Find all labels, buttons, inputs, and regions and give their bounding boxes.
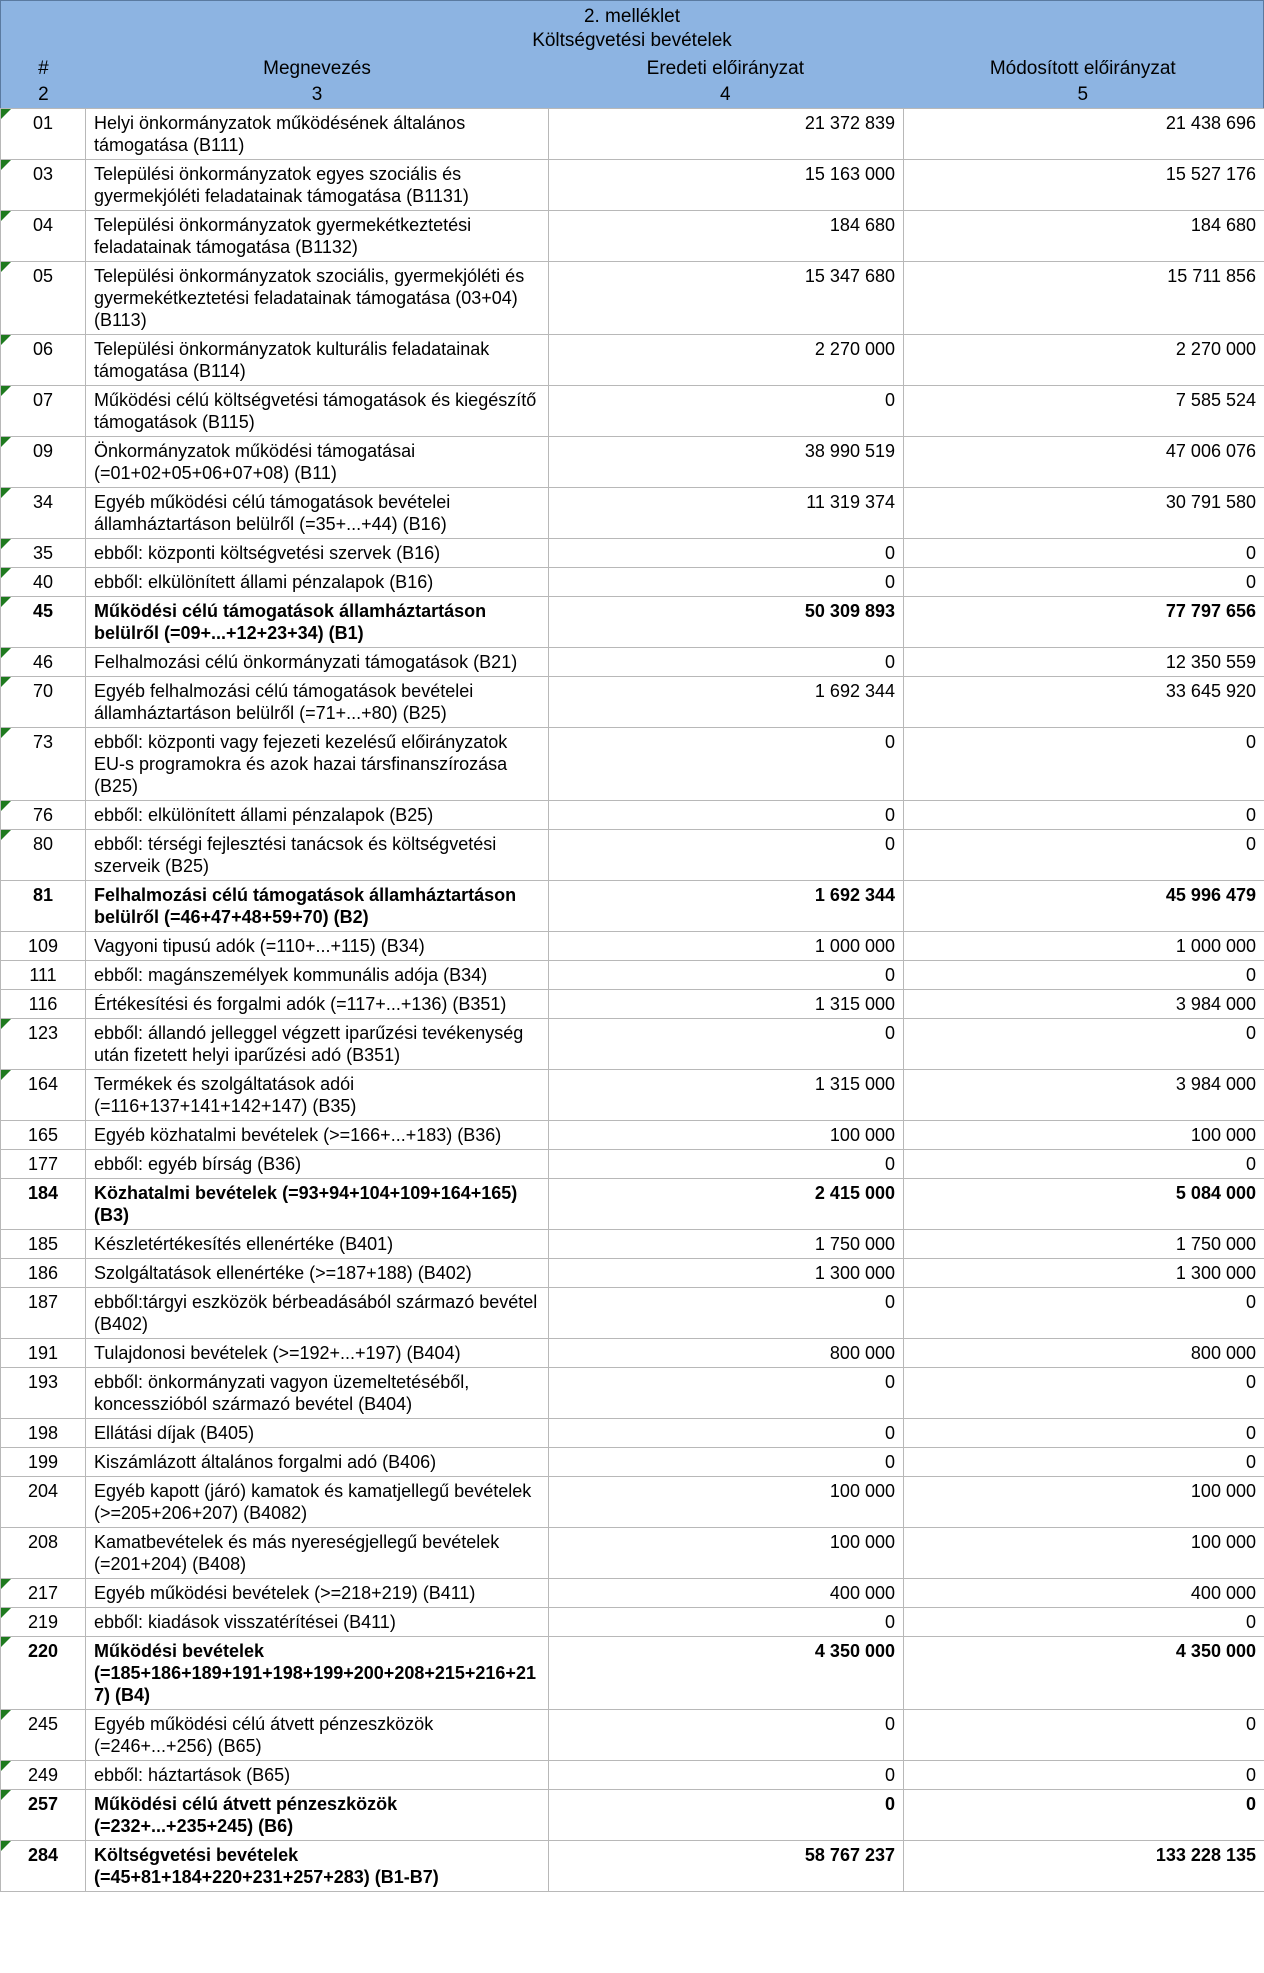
original-value-cell[interactable]: 1 692 344 [549, 881, 904, 932]
name-cell[interactable]: ebből:tárgyi eszközök bérbeadásából származó bevétel (B402) [86, 1288, 549, 1339]
comment-marker-icon [1, 801, 11, 811]
original-value-cell[interactable]: 0 [549, 830, 904, 881]
name-cell[interactable]: Értékesítési és forgalmi adók (=117+...+136) (B351) [86, 990, 549, 1019]
name-cell[interactable]: ebből: magánszemélyek kommunális adója (B34) [86, 961, 549, 990]
modified-value-cell[interactable]: 47 006 076 [904, 437, 1264, 488]
table-row [1, 386, 1264, 437]
name-cell[interactable]: Termékek és szolgáltatások adói (=116+137+141+142+147) (B35) [86, 1070, 549, 1121]
modified-value-cell[interactable]: 184 680 [904, 211, 1264, 262]
modified-value-cell[interactable]: 30 791 580 [904, 488, 1264, 539]
modified-value-cell[interactable]: 0 [904, 1150, 1264, 1179]
original-value-cell[interactable]: 38 990 519 [549, 437, 904, 488]
modified-value-cell[interactable]: 2 270 000 [904, 335, 1264, 386]
name-cell[interactable]: Települési önkormányzatok szociális, gyermekjóléti és gyermekétkeztetési feladatainak támogatása (03+04) (B113) [86, 262, 549, 335]
modified-value-cell[interactable]: 800 000 [904, 1339, 1264, 1368]
name-cell[interactable]: ebből: egyéb bírság (B36) [86, 1150, 549, 1179]
table-row [1, 728, 1264, 801]
comment-marker-icon [1, 539, 11, 549]
modified-value-cell[interactable]: 45 996 479 [904, 881, 1264, 932]
original-value-cell[interactable]: 100 000 [549, 1121, 904, 1150]
modified-value-cell[interactable]: 0 [904, 1019, 1264, 1070]
name-cell[interactable]: Kiszámlázott általános forgalmi adó (B406) [86, 1448, 549, 1477]
original-value-cell[interactable]: 4 350 000 [549, 1637, 904, 1710]
original-value-cell[interactable]: 0 [549, 801, 904, 830]
modified-value-cell[interactable]: 1 000 000 [904, 932, 1264, 961]
table-row [1, 568, 1264, 597]
original-value-cell[interactable]: 1 750 000 [549, 1230, 904, 1259]
original-value-cell[interactable]: 0 [549, 1710, 904, 1761]
modified-value-cell[interactable]: 4 350 000 [904, 1637, 1264, 1710]
row-number-cell[interactable]: 177 [1, 1150, 86, 1179]
row-number-cell[interactable]: 245 [1, 1710, 86, 1761]
row-number-cell[interactable]: 191 [1, 1339, 86, 1368]
name-cell[interactable]: Egyéb felhalmozási célú támogatások bevételei államháztartáson belülről (=71+...+80) (B25) [86, 677, 549, 728]
modified-value-cell[interactable]: 0 [904, 801, 1264, 830]
table-row [1, 1608, 1264, 1637]
name-cell[interactable]: Tulajdonosi bevételek (>=192+...+197) (B404) [86, 1339, 549, 1368]
table-row [1, 1841, 1264, 1892]
modified-value-cell[interactable]: 7 585 524 [904, 386, 1264, 437]
modified-value-cell[interactable]: 100 000 [904, 1121, 1264, 1150]
row-number-cell[interactable]: 164 [1, 1070, 86, 1121]
row-number-cell[interactable]: 219 [1, 1608, 86, 1637]
modified-value-cell[interactable]: 0 [904, 728, 1264, 801]
name-cell[interactable]: Költségvetési bevételek (=45+81+184+220+231+257+283) (B1-B7) [86, 1841, 549, 1892]
table-row [1, 1448, 1264, 1477]
comment-marker-icon [1, 437, 11, 447]
modified-value-cell[interactable]: 3 984 000 [904, 990, 1264, 1019]
column-index-row [1, 83, 1263, 108]
name-cell[interactable]: Kamatbevételek és más nyereségjellegű bevételek (=201+204) (B408) [86, 1528, 549, 1579]
row-number-cell[interactable]: 116 [1, 990, 86, 1019]
original-value-cell[interactable]: 0 [549, 961, 904, 990]
row-number-cell[interactable]: 193 [1, 1368, 86, 1419]
row-number-cell[interactable]: 185 [1, 1230, 86, 1259]
row-number-cell[interactable]: 284 [1, 1841, 86, 1892]
original-value-cell[interactable]: 0 [549, 539, 904, 568]
modified-value-cell[interactable]: 12 350 559 [904, 648, 1264, 677]
original-value-cell[interactable]: 58 767 237 [549, 1841, 904, 1892]
name-cell[interactable]: Működési célú átvett pénzeszközök (=232+...+235+245) (B6) [86, 1790, 549, 1841]
comment-marker-icon [1, 109, 11, 119]
table-row [1, 262, 1264, 335]
row-number-cell[interactable]: 03 [1, 160, 86, 211]
modified-value-cell[interactable]: 33 645 920 [904, 677, 1264, 728]
comment-marker-icon [1, 1019, 11, 1029]
row-number-cell[interactable]: 204 [1, 1477, 86, 1528]
modified-value-cell[interactable]: 0 [904, 1448, 1264, 1477]
row-number-cell[interactable]: 249 [1, 1761, 86, 1790]
modified-value-cell[interactable]: 0 [904, 830, 1264, 881]
comment-marker-icon [1, 1608, 11, 1618]
col-header-name[interactable]: Megnevezés [263, 58, 371, 79]
name-cell[interactable]: Egyéb működési bevételek (>=218+219) (B411) [86, 1579, 549, 1608]
name-cell[interactable]: Ellátási díjak (B405) [86, 1419, 549, 1448]
original-value-cell[interactable]: 0 [549, 1419, 904, 1448]
row-number-cell[interactable]: 76 [1, 801, 86, 830]
original-value-cell[interactable]: 1 315 000 [549, 990, 904, 1019]
col-header-num[interactable]: # [38, 58, 49, 79]
modified-value-cell[interactable]: 0 [904, 1790, 1264, 1841]
table-row [1, 1150, 1264, 1179]
modified-value-cell[interactable]: 0 [904, 1419, 1264, 1448]
table-row [1, 1637, 1264, 1710]
modified-value-cell[interactable]: 15 711 856 [904, 262, 1264, 335]
comment-marker-icon [1, 1761, 11, 1771]
row-number-cell[interactable]: 46 [1, 648, 86, 677]
name-cell[interactable]: Közhatalmi bevételek (=93+94+104+109+164+165) (B3) [86, 1179, 549, 1230]
name-cell[interactable]: Szolgáltatások ellenértéke (>=187+188) (B402) [86, 1259, 549, 1288]
comment-marker-icon [1, 1070, 11, 1080]
table-row [1, 437, 1264, 488]
modified-value-cell[interactable]: 0 [904, 1761, 1264, 1790]
original-value-cell[interactable]: 15 347 680 [549, 262, 904, 335]
comment-marker-icon [1, 1790, 11, 1800]
original-value-cell[interactable]: 2 270 000 [549, 335, 904, 386]
annex-title[interactable]: 2. melléklet [583, 6, 681, 27]
row-number-cell[interactable]: 123 [1, 1019, 86, 1070]
modified-value-cell[interactable]: 0 [904, 1288, 1264, 1339]
column-headers-row [1, 55, 1263, 83]
comment-marker-icon [1, 160, 11, 170]
name-cell[interactable]: Készletértékesítés ellenértéke (B401) [86, 1230, 549, 1259]
name-cell[interactable]: Önkormányzatok működési támogatásai (=01+02+05+06+07+08) (B11) [86, 437, 549, 488]
original-value-cell[interactable]: 0 [549, 1448, 904, 1477]
table-row [1, 1019, 1264, 1070]
row-number-cell[interactable]: 220 [1, 1637, 86, 1710]
comment-marker-icon [1, 830, 11, 840]
table-title[interactable]: Költségvetési bevételek [532, 30, 732, 51]
table-row [1, 990, 1264, 1019]
table-row [1, 1259, 1264, 1288]
col-index-name[interactable]: 3 [311, 84, 323, 105]
row-number-cell[interactable]: 257 [1, 1790, 86, 1841]
row-number-cell[interactable]: 198 [1, 1419, 86, 1448]
modified-value-cell[interactable]: 0 [904, 539, 1264, 568]
name-cell[interactable]: ebből: állandó jelleggel végzett iparűzési tevékenység után fizetett helyi iparűzési adó (B351) [86, 1019, 549, 1070]
original-value-cell[interactable]: 0 [549, 568, 904, 597]
table-row [1, 1477, 1264, 1528]
modified-value-cell[interactable]: 0 [904, 1710, 1264, 1761]
col-index-original[interactable]: 4 [720, 84, 731, 105]
original-value-cell[interactable]: 1 300 000 [549, 1259, 904, 1288]
row-number-cell[interactable]: 45 [1, 597, 86, 648]
row-number-cell[interactable]: 73 [1, 728, 86, 801]
col-header-original[interactable]: Eredeti előirányzat [646, 58, 805, 79]
name-cell[interactable]: Működési célú költségvetési támogatások és kiegészítő támogatások (B115) [86, 386, 549, 437]
comment-marker-icon [1, 488, 11, 498]
original-value-cell[interactable]: 0 [549, 1761, 904, 1790]
comment-marker-icon [1, 568, 11, 578]
name-cell[interactable]: Települési önkormányzatok egyes szociális és gyermekjóléti feladatainak támogatása (B1131) [86, 160, 549, 211]
name-cell[interactable]: ebből: térségi fejlesztési tanácsok és költségvetési szerveik (B25) [86, 830, 549, 881]
table-row [1, 1528, 1264, 1579]
table-header [0, 0, 1264, 108]
modified-value-cell[interactable]: 0 [904, 1608, 1264, 1637]
row-number-cell[interactable]: 208 [1, 1528, 86, 1579]
table-row [1, 830, 1264, 881]
name-cell[interactable]: Egyéb működési célú átvett pénzeszközök (=246+...+256) (B65) [86, 1710, 549, 1761]
original-value-cell[interactable]: 400 000 [549, 1579, 904, 1608]
name-cell[interactable]: Egyéb működési célú támogatások bevételei államháztartáson belülről (=35+...+44) (B16) [86, 488, 549, 539]
row-number-cell[interactable]: 111 [1, 961, 86, 990]
table-row [1, 648, 1264, 677]
name-cell[interactable]: ebből: háztartások (B65) [86, 1761, 549, 1790]
name-cell[interactable]: ebből: elkülönített állami pénzalapok (B16) [86, 568, 549, 597]
col-header-modified[interactable]: Módosított előirányzat [989, 58, 1176, 79]
table-row [1, 109, 1264, 160]
modified-value-cell[interactable]: 0 [904, 1368, 1264, 1419]
modified-value-cell[interactable]: 21 438 696 [904, 109, 1264, 160]
table-row [1, 1288, 1264, 1339]
row-number-cell[interactable]: 04 [1, 211, 86, 262]
table-row [1, 881, 1264, 932]
comment-marker-icon [1, 1710, 11, 1720]
original-value-cell[interactable]: 2 415 000 [549, 1179, 904, 1230]
comment-marker-icon [1, 1637, 11, 1647]
table-row [1, 539, 1264, 568]
original-value-cell[interactable]: 11 319 374 [549, 488, 904, 539]
modified-value-cell[interactable]: 0 [904, 568, 1264, 597]
original-value-cell[interactable]: 15 163 000 [549, 160, 904, 211]
original-value-cell[interactable]: 0 [549, 1790, 904, 1841]
row-number-cell[interactable]: 35 [1, 539, 86, 568]
col-index-num[interactable]: 2 [38, 84, 49, 105]
original-value-cell[interactable]: 1 315 000 [549, 1070, 904, 1121]
table-row [1, 801, 1264, 830]
row-number-cell[interactable]: 186 [1, 1259, 86, 1288]
comment-marker-icon [1, 386, 11, 396]
table-row [1, 1070, 1264, 1121]
table-row [1, 1710, 1264, 1761]
modified-value-cell[interactable]: 1 750 000 [904, 1230, 1264, 1259]
table-row [1, 1230, 1264, 1259]
original-value-cell[interactable]: 800 000 [549, 1339, 904, 1368]
table-row [1, 1761, 1264, 1790]
budget-table [0, 108, 1264, 1892]
row-number-cell[interactable]: 40 [1, 568, 86, 597]
table-row [1, 1790, 1264, 1841]
original-value-cell[interactable]: 1 692 344 [549, 677, 904, 728]
name-cell[interactable]: Vagyoni tipusú adók (=110+...+115) (B34) [86, 932, 549, 961]
row-number-cell[interactable]: 187 [1, 1288, 86, 1339]
row-number-cell[interactable]: 70 [1, 677, 86, 728]
name-cell[interactable]: Felhalmozási célú támogatások államháztartáson belülről (=46+47+48+59+70) (B2) [86, 881, 549, 932]
table-row [1, 1121, 1264, 1150]
row-number-cell[interactable]: 06 [1, 335, 86, 386]
table-row [1, 488, 1264, 539]
modified-value-cell[interactable]: 100 000 [904, 1528, 1264, 1579]
row-number-cell[interactable]: 81 [1, 881, 86, 932]
comment-marker-icon [1, 211, 11, 221]
original-value-cell[interactable]: 100 000 [549, 1477, 904, 1528]
modified-value-cell[interactable]: 5 084 000 [904, 1179, 1264, 1230]
row-number-cell[interactable]: 217 [1, 1579, 86, 1608]
original-value-cell[interactable]: 0 [549, 1608, 904, 1637]
comment-marker-icon [1, 335, 11, 345]
name-cell[interactable]: Felhalmozási célú önkormányzati támogatások (B21) [86, 648, 549, 677]
name-cell[interactable]: Települési önkormányzatok kulturális feladatainak támogatása (B114) [86, 335, 549, 386]
comment-marker-icon [1, 677, 11, 687]
table-body [1, 109, 1264, 1892]
name-cell[interactable]: ebből: elkülönített állami pénzalapok (B25) [86, 801, 549, 830]
table-row [1, 211, 1264, 262]
table-row [1, 932, 1264, 961]
row-number-cell[interactable]: 165 [1, 1121, 86, 1150]
row-number-cell[interactable]: 34 [1, 488, 86, 539]
col-index-modified[interactable]: 5 [1077, 84, 1089, 105]
table-row [1, 1339, 1264, 1368]
original-value-cell[interactable]: 0 [549, 728, 904, 801]
modified-value-cell[interactable]: 400 000 [904, 1579, 1264, 1608]
original-value-cell[interactable]: 21 372 839 [549, 109, 904, 160]
comment-marker-icon [1, 648, 11, 658]
original-value-cell[interactable]: 50 309 893 [549, 597, 904, 648]
name-cell[interactable]: Működési célú támogatások államháztartáson belülről (=09+...+12+23+34) (B1) [86, 597, 549, 648]
name-cell[interactable]: ebből: központi költségvetési szervek (B16) [86, 539, 549, 568]
table-row [1, 160, 1264, 211]
comment-marker-icon [1, 1841, 11, 1851]
modified-value-cell[interactable]: 15 527 176 [904, 160, 1264, 211]
row-number-cell[interactable]: 199 [1, 1448, 86, 1477]
name-cell[interactable]: ebből: kiadások visszatérítései (B411) [86, 1608, 549, 1637]
original-value-cell[interactable]: 0 [549, 1288, 904, 1339]
row-number-cell[interactable]: 07 [1, 386, 86, 437]
modified-value-cell[interactable]: 1 300 000 [904, 1259, 1264, 1288]
name-cell[interactable]: Települési önkormányzatok gyermekétkeztetési feladatainak támogatása (B1132) [86, 211, 549, 262]
name-cell[interactable]: Egyéb kapott (járó) kamatok és kamatjellegű bevételek (>=205+206+207) (B4082) [86, 1477, 549, 1528]
row-number-cell[interactable]: 184 [1, 1179, 86, 1230]
row-number-cell[interactable]: 109 [1, 932, 86, 961]
name-cell[interactable]: Működési bevételek (=185+186+189+191+198+199+200+208+215+216+217) (B4) [86, 1637, 549, 1710]
original-value-cell[interactable]: 0 [549, 1368, 904, 1419]
row-number-cell[interactable]: 01 [1, 109, 86, 160]
original-value-cell[interactable]: 100 000 [549, 1528, 904, 1579]
modified-value-cell[interactable]: 100 000 [904, 1477, 1264, 1528]
name-cell[interactable]: Helyi önkormányzatok működésének általános támogatása (B111) [86, 109, 549, 160]
original-value-cell[interactable]: 0 [549, 1019, 904, 1070]
table-row [1, 1179, 1264, 1230]
modified-value-cell[interactable]: 133 228 135 [904, 1841, 1264, 1892]
original-value-cell[interactable]: 0 [549, 386, 904, 437]
table-row [1, 961, 1264, 990]
comment-marker-icon [1, 262, 11, 272]
original-value-cell[interactable]: 184 680 [549, 211, 904, 262]
table-row [1, 1368, 1264, 1419]
original-value-cell[interactable]: 0 [549, 1150, 904, 1179]
name-cell[interactable]: ebből: önkormányzati vagyon üzemeltetéséből, koncesszióból származó bevétel (B404) [86, 1368, 549, 1419]
table-row [1, 677, 1264, 728]
modified-value-cell[interactable]: 77 797 656 [904, 597, 1264, 648]
comment-marker-icon [1, 728, 11, 738]
original-value-cell[interactable]: 0 [549, 648, 904, 677]
original-value-cell[interactable]: 1 000 000 [549, 932, 904, 961]
table-row [1, 1579, 1264, 1608]
comment-marker-icon [1, 597, 11, 607]
row-number-cell[interactable]: 05 [1, 262, 86, 335]
table-row [1, 1419, 1264, 1448]
modified-value-cell[interactable]: 3 984 000 [904, 1070, 1264, 1121]
comment-marker-icon [1, 1579, 11, 1589]
row-number-cell[interactable]: 80 [1, 830, 86, 881]
name-cell[interactable]: Egyéb közhatalmi bevételek (>=166+...+183) (B36) [86, 1121, 549, 1150]
table-row [1, 597, 1264, 648]
modified-value-cell[interactable]: 0 [904, 961, 1264, 990]
table-row [1, 335, 1264, 386]
name-cell[interactable]: ebből: központi vagy fejezeti kezelésű előirányzatok EU-s programokra és azok hazai társfinanszírozása (B25) [86, 728, 549, 801]
row-number-cell[interactable]: 09 [1, 437, 86, 488]
